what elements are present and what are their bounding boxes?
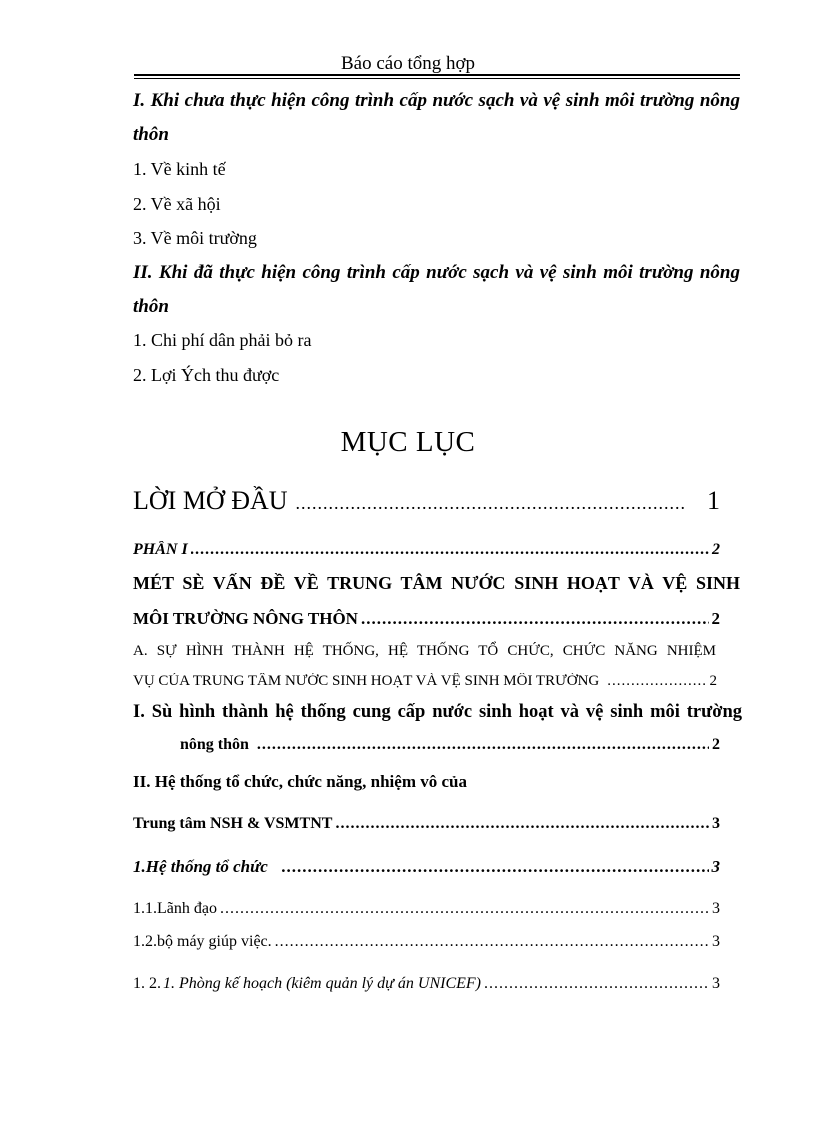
- toc-entry-sub1[interactable]: [133, 857, 720, 877]
- toc-leader-dots: [282, 857, 709, 877]
- toc-entry-text: 1. Phòng kế hoạch (kiêm quản lý dự án UNICEF): [163, 975, 481, 992]
- header-rule-thick: [134, 74, 740, 76]
- toc-leader-dots: [220, 900, 709, 918]
- toc-entry-text: 1.1.Lãnh đạo: [133, 900, 217, 917]
- toc-entry-part1-title[interactable]: [133, 609, 720, 629]
- header-rule-thin: [134, 78, 740, 79]
- section2-item: 1. Chi phí dân phải bỏ ra: [133, 330, 312, 350]
- toc-entry-intro[interactable]: [133, 486, 720, 516]
- toc-title: MỤC LỤC: [340, 426, 476, 458]
- section1-item: 3. Về môi trường: [133, 228, 257, 248]
- toc-entry-sectionI[interactable]: [180, 736, 720, 754]
- toc-page-number: 2: [711, 609, 720, 628]
- toc-leader-dots: [484, 975, 709, 993]
- toc-page-number: 2: [712, 736, 720, 753]
- toc-entry-text: 1.2.bộ máy giúp việc.: [133, 933, 272, 950]
- toc-leader-dots: [361, 609, 709, 629]
- toc-entry-sub1-2-1[interactable]: [133, 975, 720, 993]
- toc-leader-dots: [335, 815, 709, 833]
- toc-page-number: 3: [711, 857, 720, 876]
- toc-leader-dots: [607, 673, 706, 690]
- toc-leader-dots: [191, 541, 709, 559]
- toc-entry-text: MÔI TRƯỜNG NÔNG THÔN: [133, 609, 358, 628]
- toc-page-number: 2: [712, 541, 720, 558]
- section2-heading-line1: II. Khi đã thực hiện công trình cấp nước sạch và vệ sinh môi trường nông: [133, 262, 740, 283]
- toc-entry-text: Trung tâm NSH & VSMTNT: [133, 815, 333, 832]
- toc-leader-dots: [275, 933, 709, 951]
- toc-leader-dots: [296, 493, 687, 514]
- toc-entry-sub1-1[interactable]: [133, 900, 720, 918]
- toc-page-number: 3: [712, 900, 720, 917]
- toc-entry-prefix: 1. 2.: [133, 975, 161, 992]
- toc-leader-dots: [257, 736, 709, 754]
- toc-page-number: 3: [712, 815, 720, 832]
- toc-entry-sectionA[interactable]: [133, 673, 717, 690]
- toc-page-number: 1: [707, 486, 720, 515]
- toc-entry-text: nông thôn: [180, 736, 249, 753]
- toc-entry-text: 1.Hệ thống tổ chức: [133, 857, 268, 876]
- toc-entry-part1[interactable]: [133, 541, 720, 559]
- toc-sectionI-line1: I. Sù hình thành hệ thống cung cấp nước sinh hoạt và vệ sinh môi trường: [133, 702, 742, 722]
- section1-heading-line2: thôn: [133, 124, 169, 145]
- toc-part1-title-line1: MÉT SÈ VẤN ĐỀ VỀ TRUNG TÂM NƯỚC SINH HOẠT VÀ VỆ SINH: [133, 573, 740, 593]
- toc-page-number: 3: [712, 933, 720, 950]
- section2-item: 2. Lợi Ých thu được: [133, 365, 280, 385]
- toc-entry-sectionII[interactable]: [133, 815, 720, 833]
- toc-page-number: 3: [712, 975, 720, 992]
- section1-item: 2. Về xã hội: [133, 194, 221, 214]
- toc-sectionII-line1: II. Hệ thống tổ chức, chức năng, nhiệm vô của: [133, 772, 467, 791]
- toc-entry-sub1-2[interactable]: [133, 933, 720, 951]
- running-header-title: Báo cáo tổng hợp: [340, 53, 476, 74]
- toc-page-number: 2: [709, 673, 717, 689]
- toc-entry-text: PHẦN I: [133, 541, 188, 558]
- toc-entry-text: LỜI MỞ ĐẦU: [133, 486, 288, 515]
- toc-sectionA-line1: A. SỰ HÌNH THÀNH HỆ THỐNG, HỆ THỐNG TỔ CHỨC, CHỨC NĂNG NHIỆM: [133, 643, 716, 659]
- toc-entry-text: VỤ CỦA TRUNG TÂM NƯỚC SINH HOẠT VÀ VỆ SINH MÔI TRƯỜNG: [133, 673, 600, 689]
- section1-heading-line1: I. Khi chưa thực hiện công trình cấp nước sạch và vệ sinh môi trường nông: [133, 90, 740, 111]
- section1-item: 1. Về kinh tế: [133, 159, 226, 179]
- section2-heading-line2: thôn: [133, 296, 169, 317]
